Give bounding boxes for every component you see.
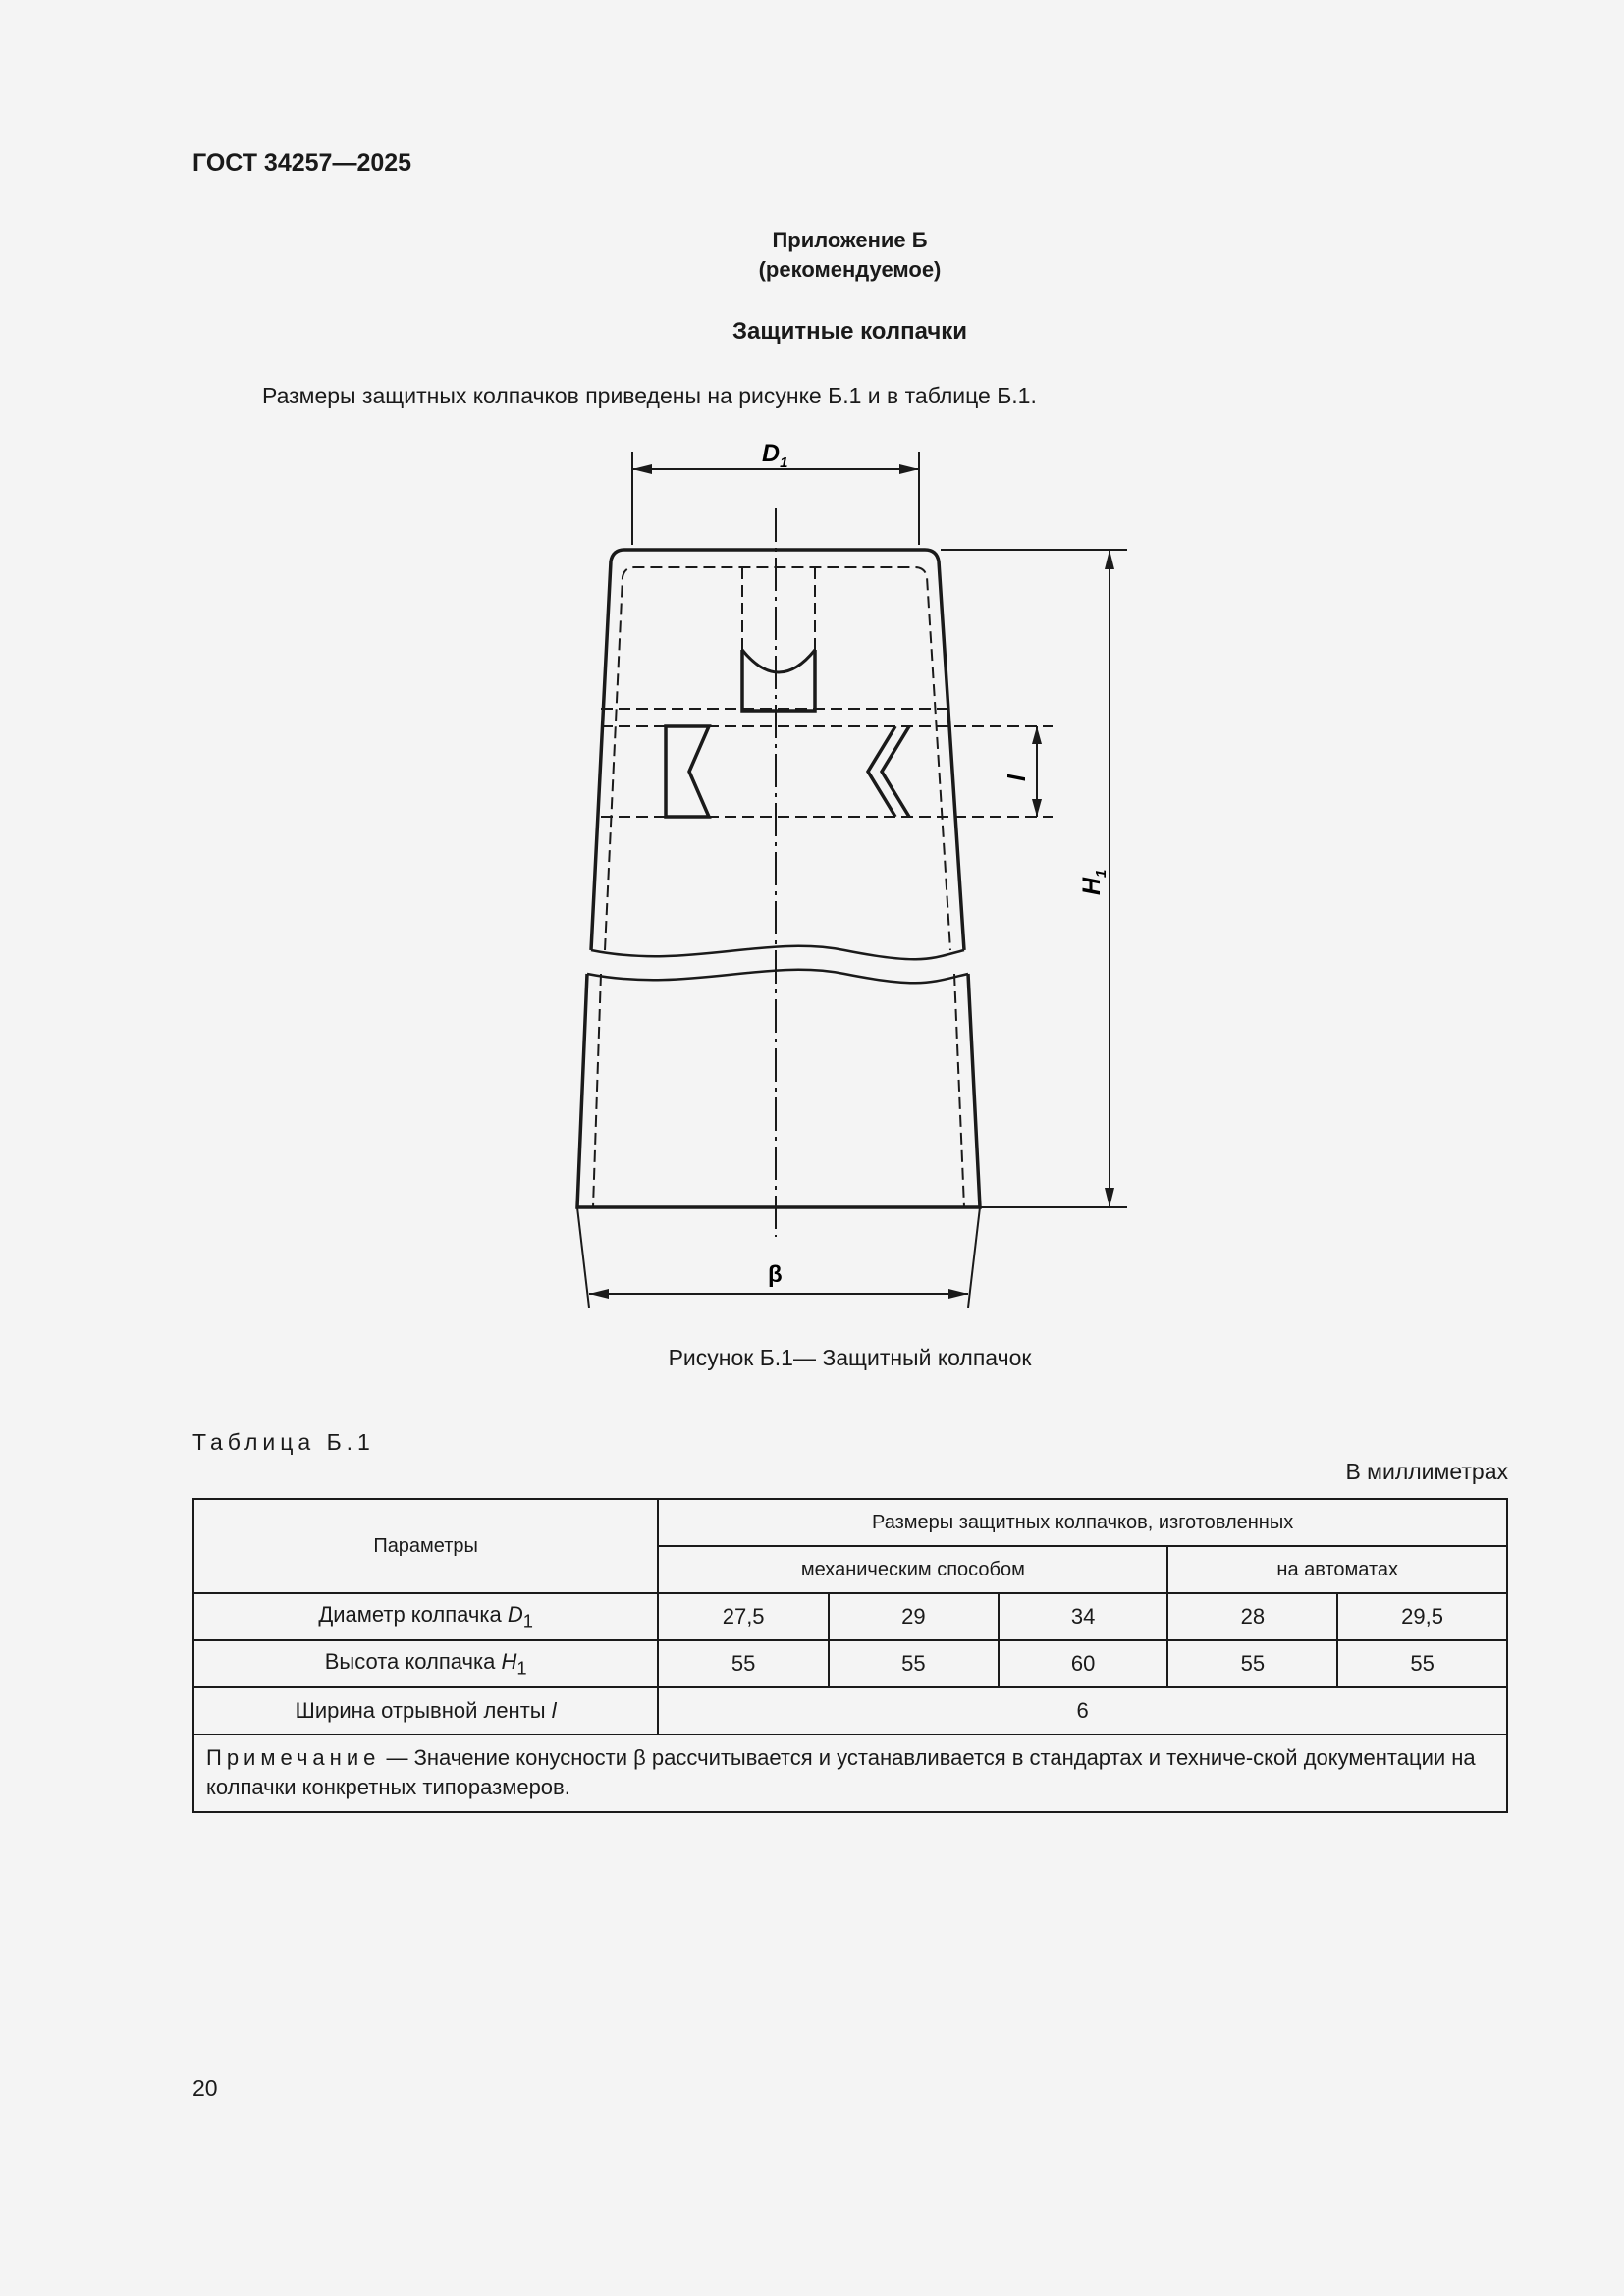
table-note: Примечание — Значение конусности β рассчитывается и устанавливается в стандартах и техниче-ской документации на колпачки конкретных типоразмеров. [193,1735,1507,1812]
header-sizes: Размеры защитных колпачков, изготовленных [658,1499,1507,1546]
value-cell: 55 [1167,1640,1337,1687]
figure-caption: Рисунок Б.1— Защитный колпачок [668,1345,1032,1370]
value-cell: 27,5 [658,1593,829,1640]
h1-label: $H_1$ [1078,869,1110,895]
appendix-title: Приложение Б [772,228,928,252]
section-title: Защитные колпачки [731,318,968,345]
h1-arrow-bottom [1105,1188,1114,1207]
beta-extension-left [577,1207,589,1308]
cap-inner-contour-lower-left [593,974,601,1207]
slot-arc [742,650,815,672]
value-cell: 55 [658,1640,829,1687]
table-row [193,1593,1507,1640]
appendix-status: (рекомендуемое) [758,257,942,282]
table-row [193,1687,1507,1735]
cap-inner-contour-upper [605,567,950,950]
dimensions-table [192,1498,1508,1813]
value-cell: 55 [829,1640,999,1687]
h1-arrow-top [1105,550,1114,569]
break-line-upper [591,946,964,959]
param-tear-band-width: Ширина отрывной ленты l [193,1687,658,1735]
page-number: 20 [192,2075,218,2101]
d1-label: $D_1$ [762,440,788,471]
value-cell: 29 [829,1593,999,1640]
cap-lower-outline [577,974,980,1207]
l-label: l [1003,774,1031,781]
d1-arrow-left [632,464,652,474]
intro-paragraph: Размеры защитных колпачков приведены на рисунке Б.1 и в таблице Б.1. [262,383,1037,408]
value-cell: 6 [658,1687,1507,1735]
param-diameter: Диаметр колпачка $D_1$ [193,1593,658,1640]
value-cell: 28 [1167,1593,1337,1640]
header-parameters: Параметры [193,1499,658,1593]
value-cell: 29,5 [1337,1593,1507,1640]
table-row [193,1640,1507,1687]
value-cell: 34 [999,1593,1168,1640]
beta-extension-right [968,1207,980,1308]
table-units: В миллиметрах [1345,1459,1508,1484]
l-arrow-top [1032,726,1042,744]
cap-drawing [550,432,1159,1315]
header-mechanical: механическим способом [658,1546,1167,1593]
d1-arrow-right [899,464,919,474]
cap-upper-outline [591,550,964,950]
table-label: Таблица Б.1 [192,1429,375,1455]
header-automatic: на автоматах [1167,1546,1507,1593]
value-cell: 60 [999,1640,1168,1687]
l-arrow-bottom [1032,799,1042,817]
cap-inner-contour-lower-right [954,974,964,1207]
beta-arrow-right [948,1289,968,1299]
tear-notch-left [666,726,709,817]
value-cell: 55 [1337,1640,1507,1687]
figure-b1 [550,432,1159,1320]
document-id: ГОСТ 34257—2025 [192,149,412,177]
break-line-lower [587,970,968,983]
slot-frame [742,650,815,711]
beta-label: β [768,1261,783,1288]
param-height: Высота колпачка $H_1$ [193,1640,658,1687]
beta-arrow-left [589,1289,609,1299]
